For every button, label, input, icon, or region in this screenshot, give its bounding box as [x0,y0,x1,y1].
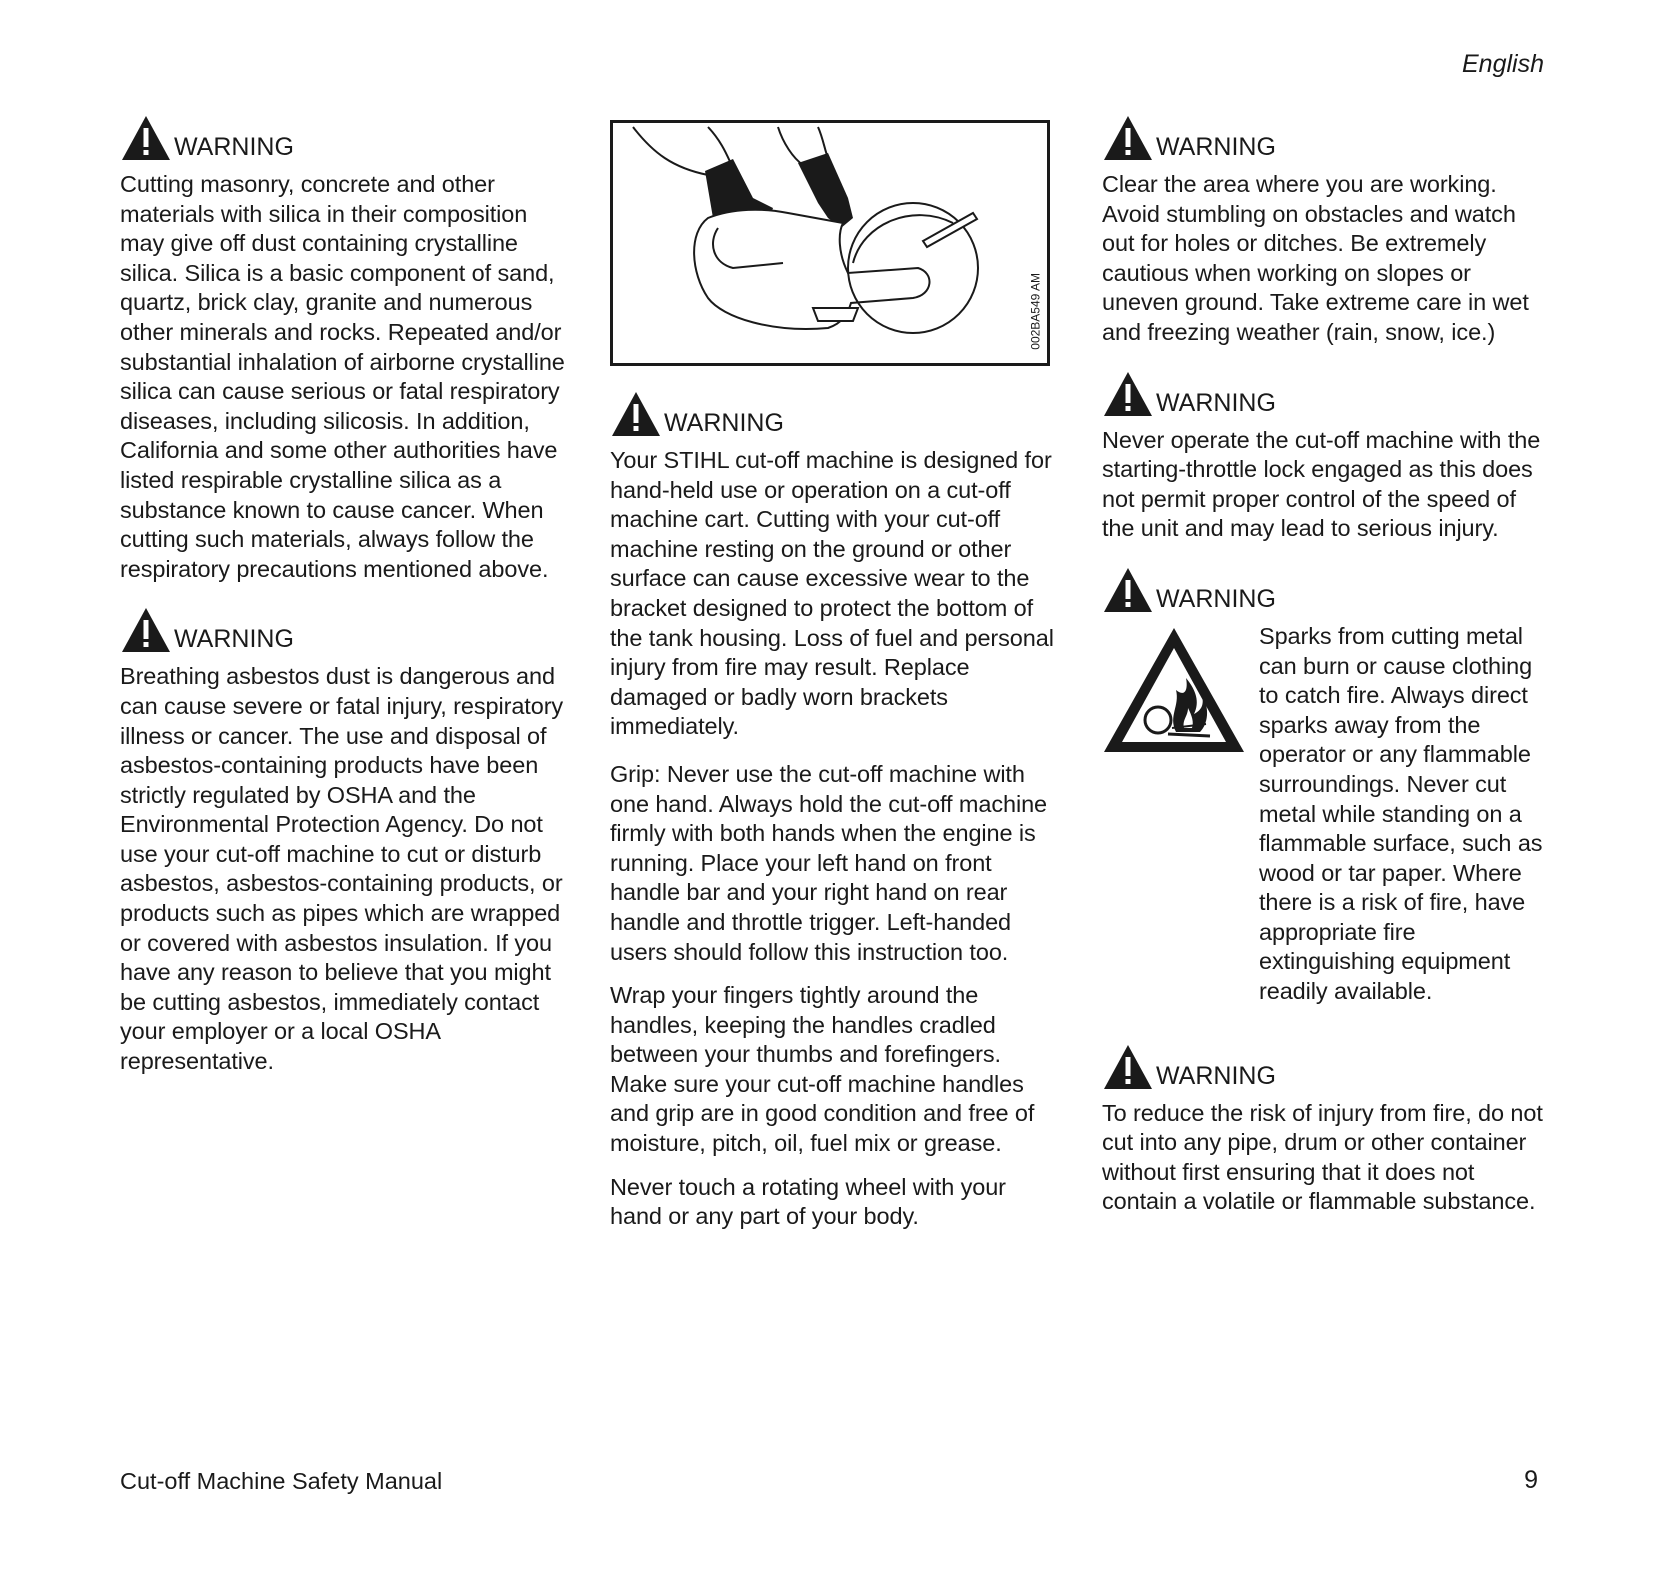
warning-heading [1102,1039,1547,1091]
warning-text: Sparks from cutting metal can burn or cause clothing to catch fire. Always direct sparks away from the operator or any flammable surroundings. Never cut metal while standing on a flammable surface, such as wood or tar paper. Where there is a risk of fire, have appropriate fire extinguishing equipment readily available. [1259,622,1543,1005]
warning-throttle-lock [1102,366,1547,544]
warning-triangle-icon [1102,1043,1154,1091]
hands-on-machine-drawing [613,123,1047,363]
language-label: English [1462,50,1544,78]
warning-containers [1102,1039,1547,1217]
warning-text: Never operate the cut-off machine with the starting-throttle lock engaged as this does not permit proper control of the speed of the unit and may lead to serious injury. [1102,426,1541,542]
warning-heading [120,110,565,162]
fire-hazard-icon [1102,624,1247,756]
column-middle [610,120,1055,1246]
warning-label: WARNING [174,133,294,161]
warning-heading [610,386,1055,438]
warning-clear-area [1102,110,1547,348]
warning-label: WARNING [1156,388,1276,417]
warning-triangle-icon [120,114,172,162]
warning-text: Cutting masonry, concrete and other materials with silica in their composition may give off dust containing crystalline silica. Silica is a basic component of sand, quartz, brick clay, granite and numerous other minerals and rocks. Repeated and/or substantial inhalation of airborne crystalline silica can cause serious or fatal respiratory diseases, including silicosis. In addition, California and some other authorities have listed respirable crystalline silica as a substance known to cause cancer. When cutting such materials, always follow the respiratory precautions mentioned above. [120,171,565,582]
figure-code: 002BA549 AM [1029,273,1043,350]
warning-label: WARNING [664,409,784,437]
warning-triangle-icon [1102,566,1154,614]
sparks-warning-body [1102,622,1547,1021]
column-left [120,110,565,1095]
warning-triangle-icon [1102,370,1154,418]
footer-title: Cut-off Machine Safety Manual [120,1468,443,1494]
warning-triangle-icon [1102,114,1154,162]
warning-text: Breathing asbestos dust is dangerous and can cause severe or fatal injury, respiratory illness or cancer. The use and disposal of asbestos-containing products have been strictly regulated by OSHA and the Environmental Protection Agency. Do not use your cut-off machine to cut or disturb asbestos, asbestos-containing products, or products such as pipes which are wrapped or covered with asbestos insulation. If you have any reason to believe that you might be cutting asbestos, immediately contact your employer or a local OSHA representative. [120,663,564,1075]
warning-triangle-icon [610,390,662,438]
wrap-fingers-paragraph: Wrap your fingers tightly around the handles, keeping the handles cradled between your thumbs and forefingers. Make sure your cut-off machine handles and grip are in good condition and free of moisture, pitch, oil, fuel mix or grease. [610,982,1035,1157]
warning-text: To reduce the risk of injury from fire, do not cut into any pipe, drum or other container without first ensuring that it does not contain a volatile or flammable substance. [1102,1099,1543,1215]
warning-ground-use [610,386,1055,742]
warning-text: Clear the area where you are working. Avoid stumbling on obstacles and watch out for holes or ditches. Be extremely cautious when working on slopes or uneven ground. Take extreme care in wet and freezing weather (rain, snow, ice.) [1102,171,1529,345]
column-right [1102,110,1547,1235]
cutoff-machine-illustration [610,120,1050,366]
warning-heading [120,602,565,654]
grip-paragraph: Grip: Never use the cut-off machine with one hand. Always hold the cut-off machine firmly with both hands when the engine is running. Place your left hand on front handle bar and your right hand on rear handle and throttle trigger. Left-handed users should follow this instruction too. [610,760,1048,965]
warning-label: WARNING [174,625,294,654]
warning-triangle-icon [120,606,172,654]
warning-label: WARNING [1156,1061,1276,1090]
page-number: 9 [1524,1466,1538,1494]
rotating-wheel-paragraph: Never touch a rotating wheel with your hand or any part of your body. [610,1173,1006,1230]
warning-asbestos [120,602,565,1076]
warning-sparks [1102,562,1547,1021]
warning-text: Your STIHL cut-off machine is designed for hand-held use or operation on a cut-off machine cart. Cutting with your cut-off machine resting on the ground or other surface can cause excessive wear to the bracket designed to protect the bottom of the tank housing. Loss of fuel and personal injury from fire may result. Replace damaged or badly worn brackets immediately. [610,447,1054,740]
warning-heading [1102,110,1547,162]
warning-silica [120,110,565,584]
warning-label: WARNING [1156,584,1276,613]
warning-label: WARNING [1156,133,1276,161]
warning-heading [1102,562,1547,614]
warning-heading [1102,366,1547,418]
